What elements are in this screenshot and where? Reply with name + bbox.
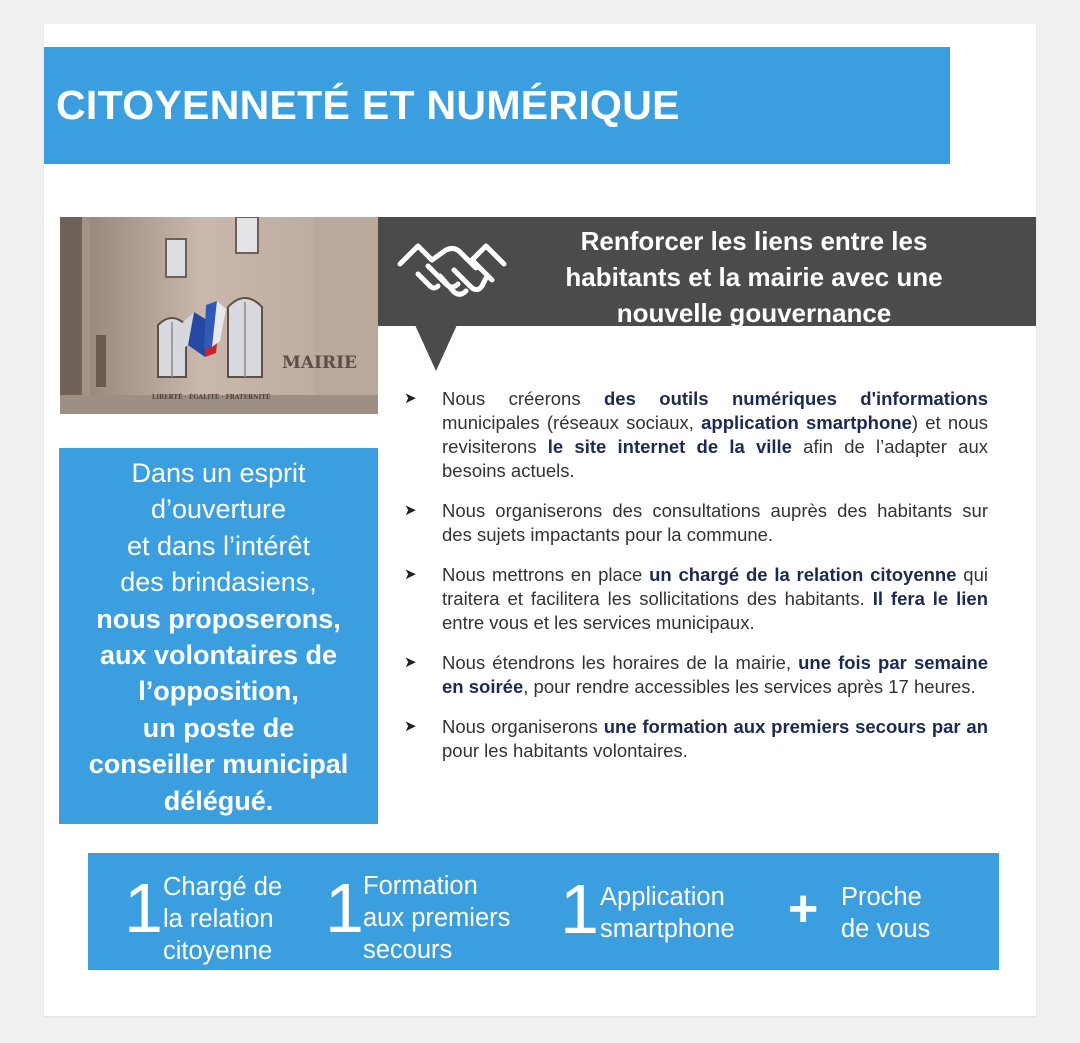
commitment-text: ) et nous revisiterons xyxy=(442,412,988,457)
stat-label-line: Formation xyxy=(363,872,478,900)
commitment-text: Nous mettrons en place xyxy=(442,564,650,585)
stat-label-line: Chargé de xyxy=(163,873,283,901)
stat-number: 1 xyxy=(124,869,163,947)
quote-line: et dans l’intérêt xyxy=(126,530,311,561)
quote-line: d’ouverture xyxy=(150,494,287,525)
commitment-text: Nous créerons xyxy=(442,388,604,409)
stat-label-line: Application xyxy=(600,883,725,911)
quote-line: délégué. xyxy=(163,785,274,816)
mairie-sign: MAIRIE xyxy=(282,353,357,373)
stat-label xyxy=(163,871,282,967)
commitment-highlight: une formation aux premiers secours par an xyxy=(603,716,988,737)
banner-pointer xyxy=(415,325,457,371)
stat-label xyxy=(841,881,930,945)
quote-line: nous proposerons, xyxy=(96,603,341,634)
chevron-right-icon: ➤ xyxy=(404,390,417,407)
commitment-highlight: un chargé de la relation citoyenne xyxy=(649,564,957,585)
subtitle-line: habitants et la mairie avec une xyxy=(565,262,943,292)
commitment-item xyxy=(404,387,988,483)
commitment-item xyxy=(404,563,988,635)
town-hall-photo xyxy=(60,217,378,414)
commitment-text: , pour rendre accessibles les services après 17 heures. xyxy=(523,676,976,697)
plus-icon: + xyxy=(788,880,819,938)
stat-label xyxy=(363,870,510,966)
chevron-right-icon: ➤ xyxy=(404,502,417,519)
commitment-item xyxy=(404,715,988,763)
commitment-highlight: le site internet de la ville xyxy=(547,436,792,457)
quote-line: conseiller municipal xyxy=(88,749,349,780)
stat-label-line: smartphone xyxy=(600,915,735,943)
commitment-item xyxy=(404,651,988,699)
commitment-highlight: une fois par semaine en soirée xyxy=(442,652,988,697)
chevron-right-icon: ➤ xyxy=(404,566,417,583)
subtitle-line: nouvelle gouvernance xyxy=(616,298,892,328)
commitment-highlight: des outils numériques d'informations xyxy=(603,388,988,409)
commitment-item xyxy=(404,499,988,547)
stat-label xyxy=(600,881,735,945)
commitment-text: Nous organiserons xyxy=(442,716,604,737)
stat-label-line: de vous xyxy=(841,915,931,943)
commitments-list xyxy=(404,387,988,779)
commitment-text: municipales (réseaux sociaux, xyxy=(442,412,702,433)
commitment-text: Nous organiserons des consultations auprès des habitants sur des sujets impactants pour la commune. xyxy=(442,500,988,545)
quote-text xyxy=(59,455,378,819)
stat-number: 1 xyxy=(325,869,364,947)
handshake-icon xyxy=(396,234,508,306)
stat-label-line: la relation xyxy=(163,905,274,933)
commitment-text: Nous étendrons les horaires de la mairie, xyxy=(442,652,799,673)
commitment-text: qui traitera et facilitera les sollicitations des habitants. xyxy=(442,564,988,609)
commitment-text: afin de l’adapter aux besoins actuels. xyxy=(442,436,988,481)
quote-line: Dans un esprit xyxy=(131,458,306,488)
quote-line: un poste de xyxy=(142,712,295,743)
stat-label-line: secours xyxy=(363,936,453,964)
commitment-highlight: application smartphone xyxy=(701,412,912,433)
stat-number: 1 xyxy=(560,870,599,948)
quote-line: des brindasiens, xyxy=(120,567,317,598)
subtitle-text xyxy=(515,223,993,331)
quote-line: l’opposition, xyxy=(138,676,299,707)
quote-line: aux volontaires de xyxy=(99,640,338,671)
stat-label-line: citoyenne xyxy=(163,937,273,965)
stat-label-line: aux premiers xyxy=(363,904,511,932)
commitment-text: entre vous et les services municipaux. xyxy=(442,612,755,633)
commitment-text: pour les habitants volontaires. xyxy=(442,740,688,761)
stat-label-line: Proche xyxy=(841,883,922,911)
motto-engraving: LIBERTÉ · ÉGALITÉ · FRATERNITÉ xyxy=(152,394,271,401)
subtitle-line: Renforcer les liens entre les xyxy=(580,226,928,256)
chevron-right-icon: ➤ xyxy=(404,718,417,735)
commitment-highlight: Il fera le lien xyxy=(872,588,988,609)
chevron-right-icon: ➤ xyxy=(404,654,417,671)
page-title: CITOYENNETÉ ET NUMÉRIQUE xyxy=(56,82,680,128)
